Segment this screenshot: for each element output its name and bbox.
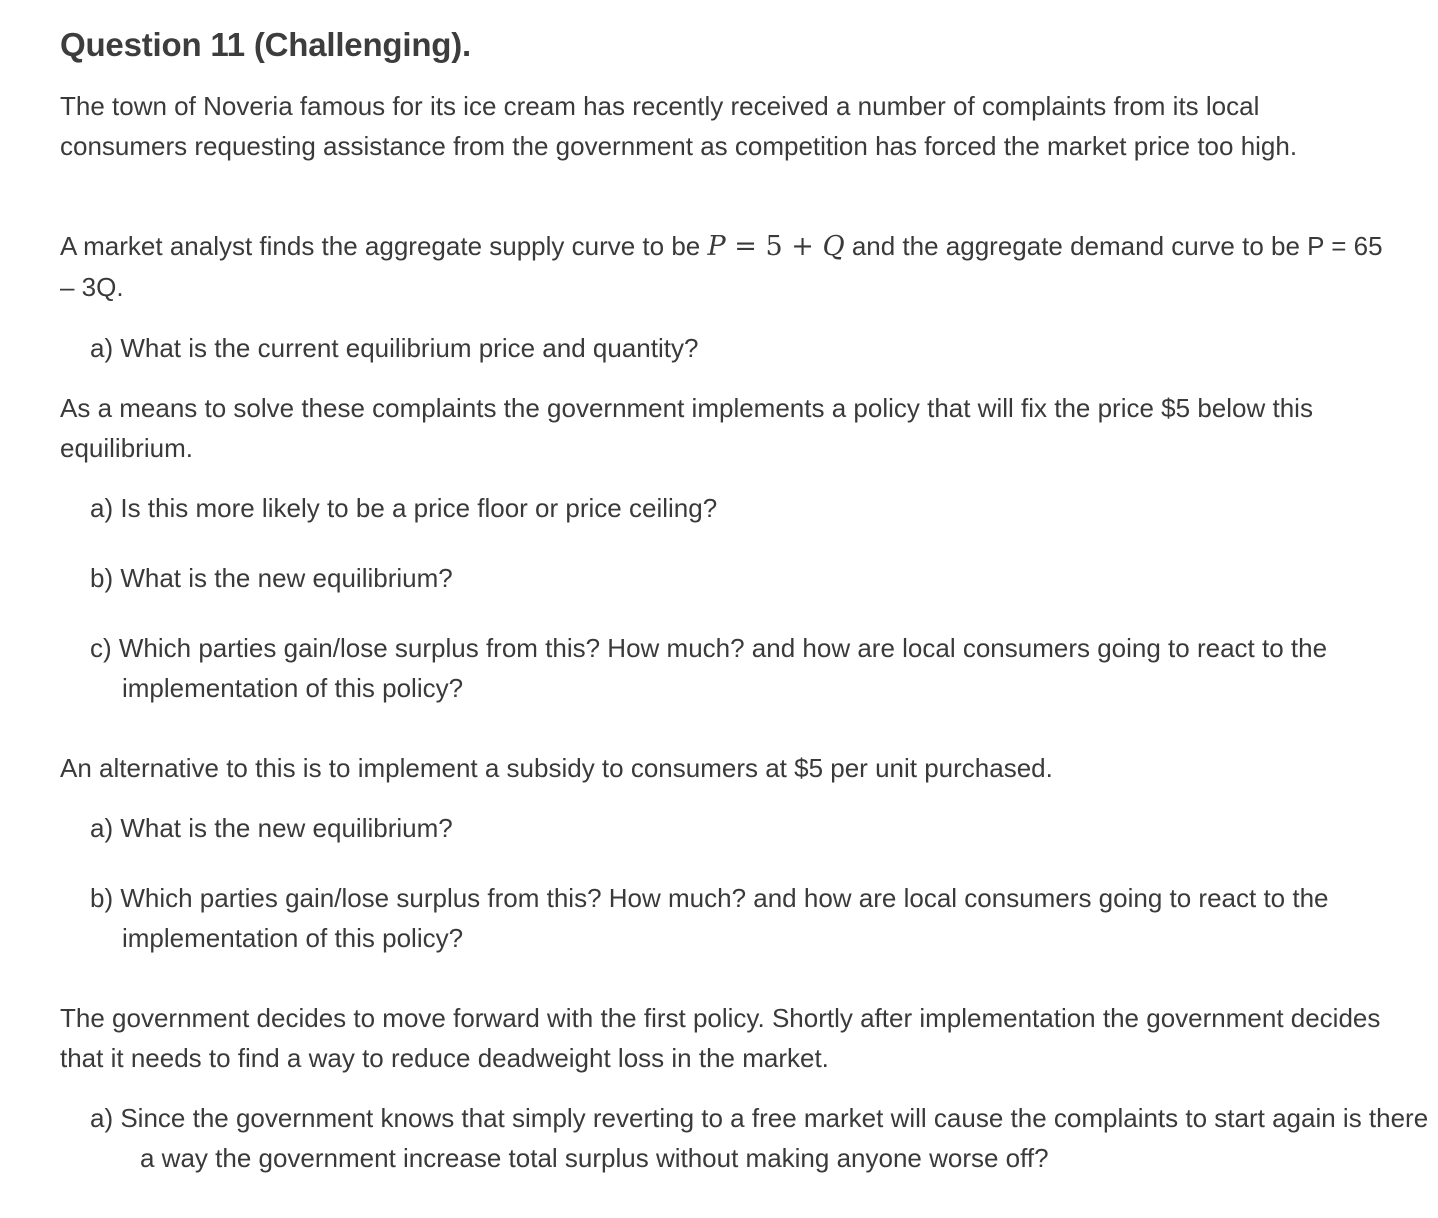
first-policy-paragraph: The government decides to move forward with the first policy. Shortly after implementation the government decides that it needs to find a way to reduce deadweight loss in the market. xyxy=(60,1003,1381,1073)
analyst-paragraph xyxy=(60,226,1390,307)
subsidy-paragraph: An alternative to this is to implement a subsidy to consumers at $5 per unit purchased. xyxy=(60,753,1053,783)
question-3a: a) What is the new equilibrium? xyxy=(90,813,453,843)
question-title: Question 11 (Challenging). xyxy=(60,26,472,63)
analyst-text-after: and the aggregate demand curve to be P = 65 – 3Q. xyxy=(60,231,1383,302)
question-2b: b) What is the new equilibrium? xyxy=(90,563,453,593)
supply-equation: P = 5 + Q xyxy=(707,231,845,262)
question-1a: a) What is the current equilibrium price and quantity? xyxy=(90,333,699,363)
question-2c: c) Which parties gain/lose surplus from this? How much? and how are local consumers going to react to the implementation of this policy? xyxy=(90,633,1328,703)
question-4a: a) Since the government knows that simply reverting to a free market will cause the complaints to start again is there a way the government increase total surplus without making anyone worse off? xyxy=(90,1103,1429,1173)
question-2a: a) Is this more likely to be a price floor or price ceiling? xyxy=(90,493,718,523)
question-3b: b) Which parties gain/lose surplus from this? How much? and how are local consumers going to react to the implementation of this policy? xyxy=(90,883,1329,953)
policy-paragraph: As a means to solve these complaints the government implements a policy that will fix the price $5 below this equilibrium. xyxy=(60,393,1313,463)
intro-paragraph: The town of Noveria famous for its ice cream has recently received a number of complaints from its local consumers requesting assistance from the government as competition has forced the market price too high. xyxy=(60,91,1298,161)
analyst-text-before: A market analyst finds the aggregate supply curve to be xyxy=(60,231,701,261)
